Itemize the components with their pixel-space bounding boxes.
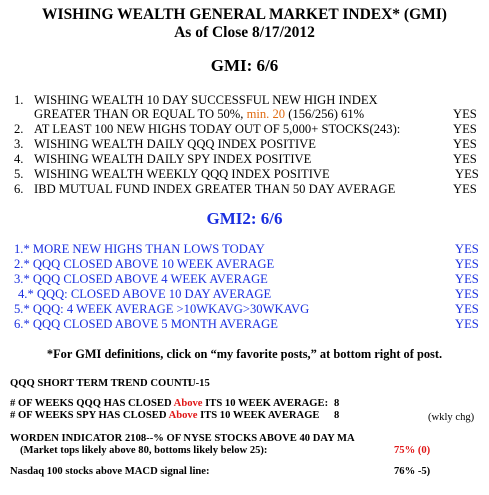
gmi-item-4-text: WISHING WEALTH DAILY SPY INDEX POSITIVE [34, 152, 312, 166]
gmi-item-6-value: YES [453, 182, 477, 196]
gmi-item-2-num: 2. [14, 122, 24, 136]
macd-label: Nasdaq 100 stocks above MACD signal line: [10, 466, 210, 477]
gmi2-item-6-text: 6.* QQQ CLOSED ABOVE 5 MONTH AVERAGE [14, 317, 278, 331]
gmi-item-1-ratio: (156/256) 61% [288, 107, 365, 121]
gmi2-item-5-value: YES [455, 302, 479, 316]
qqq-weeks-value: 8 [334, 398, 340, 409]
qqq-weeks-post: ITS 10 WEEK AVERAGE: [205, 398, 329, 409]
gmi-item-1-min: min. 20 [246, 107, 286, 121]
gmi2-item-3-text: 3.* QQQ CLOSED ABOVE 4 WEEK AVERAGE [14, 272, 268, 286]
gmi-item-5-num: 5. [14, 167, 24, 181]
gmi-item-5-value: YES [455, 167, 479, 181]
gmi2-item-2-value: YES [455, 257, 479, 271]
worden-indicator-note: (Market tops likely above 80, bottoms likely below 25): [20, 445, 268, 456]
gmi2-item-4-value: YES [455, 287, 479, 301]
gmi2-item-3-value: YES [455, 272, 479, 286]
page-title: WISHING WEALTH GENERAL MARKET INDEX* (GMI) [42, 6, 447, 23]
gmi-item-1-text: WISHING WEALTH 10 DAY SUCCESSFUL NEW HIGH INDEX [34, 93, 378, 107]
spy-weeks-pre: # OF WEEKS SPY HAS CLOSED [10, 410, 167, 421]
macd-value: 76% -5) [394, 466, 431, 477]
trend-count-label: QQQ SHORT TERM TREND COUNT: [10, 378, 192, 389]
gmi-item-1-num: 1. [14, 93, 24, 107]
gmi-item-5-text: WISHING WEALTH WEEKLY QQQ INDEX POSITIVE [34, 167, 330, 181]
gmi2-heading: GMI2: 6/6 [206, 209, 283, 228]
spy-weeks-post: ITS 10 WEEK AVERAGE [200, 410, 320, 421]
gmi-item-3-num: 3. [14, 137, 24, 151]
worden-indicator-label: WORDEN INDICATOR 2108--% OF NYSE STOCKS ABOVE 40 DAY MA [10, 433, 355, 444]
gmi-item-3-value: YES [453, 137, 477, 151]
spy-weeks-value: 8 [334, 410, 340, 421]
gmi-item-1-cont [34, 107, 364, 122]
gmi2-item-1-value: YES [455, 242, 479, 256]
definitions-note: *For GMI definitions, click on “my favorite posts,” at bottom right of post. [46, 347, 443, 361]
gmi-item-4-value: YES [453, 152, 477, 166]
spy-weeks-above: Above [168, 410, 198, 421]
gmi-item-6-text: IBD MUTUAL FUND INDEX GREATER THAN 50 DAY AVERAGE [34, 182, 396, 196]
gmi2-item-5-text: 5.* QQQ: 4 WEEK AVERAGE >10WKAVG>30WKAVG [14, 302, 310, 316]
gmi2-item-6-value: YES [455, 317, 479, 331]
gmi-item-1-cont-text: GREATER THAN OR EQUAL TO 50%, [34, 107, 244, 121]
gmi-item-1-value: YES [453, 107, 477, 121]
trend-count-value: U-15 [188, 378, 210, 389]
qqq-weeks-above: Above [173, 398, 203, 409]
gmi-heading: GMI: 6/6 [210, 56, 279, 75]
gmi-item-2-value: YES [453, 122, 477, 136]
spy-weeks-label [10, 410, 320, 421]
gmi2-item-2-text: 2.* QQQ CLOSED ABOVE 10 WEEK AVERAGE [14, 257, 275, 271]
qqq-weeks-pre: # OF WEEKS QQQ HAS CLOSED [10, 398, 172, 409]
gmi-item-2-text: AT LEAST 100 NEW HIGHS TODAY OUT OF 5,000+ STOCKS(243): [34, 122, 401, 136]
qqq-weeks-label [10, 398, 328, 409]
weekly-change-label: (wkly chg) [428, 412, 475, 423]
page-subtitle: As of Close 8/17/2012 [174, 24, 315, 41]
worden-indicator-value: 75% (0) [394, 445, 431, 456]
gmi2-item-1-text: 1.* MORE NEW HIGHS THAN LOWS TODAY [14, 242, 265, 256]
gmi-item-6-num: 6. [14, 182, 24, 196]
gmi-item-4-num: 4. [14, 152, 24, 166]
gmi2-item-4-text: 4.* QQQ: CLOSED ABOVE 10 DAY AVERAGE [18, 287, 272, 301]
gmi-item-3-text: WISHING WEALTH DAILY QQQ INDEX POSITIVE [34, 137, 316, 151]
